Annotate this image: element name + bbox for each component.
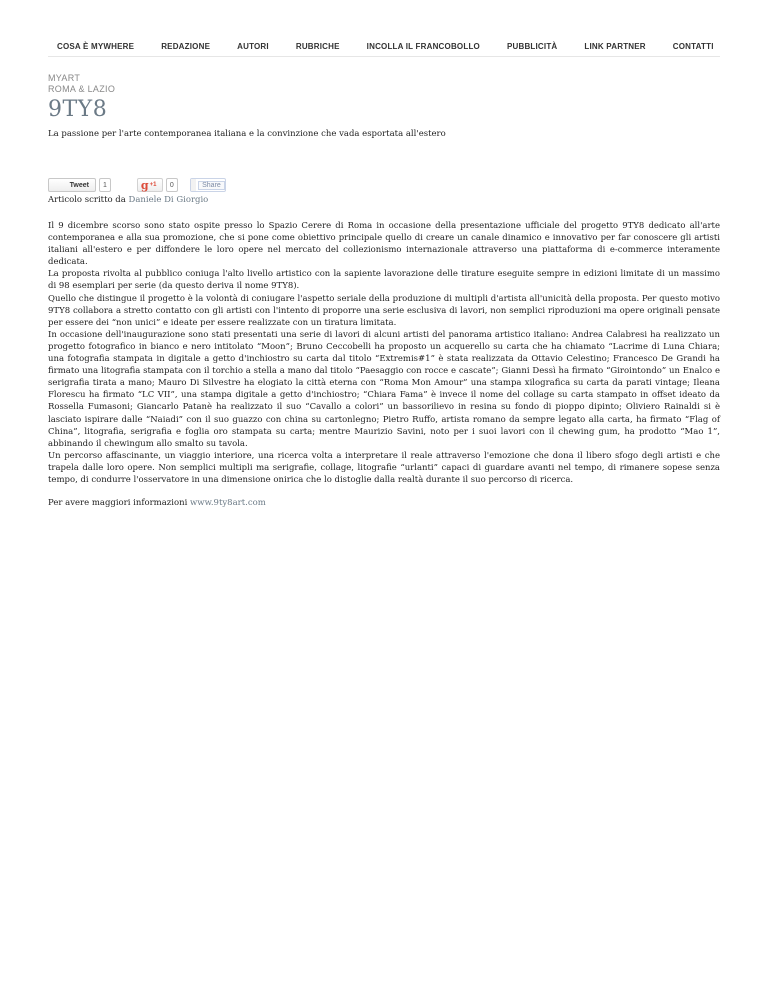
- article-paragraph: La proposta rivolta al pubblico coniuga l'alto livello artistico con la sapiente lavorazione delle tirature eseguite sempre in edizioni limitate di un massimo di 98 esemplari per serie (da questo deriva il nome 9TY8).: [48, 269, 720, 292]
- article-paragraph: In occasione dell'inaugurazione sono stati presentati una serie di lavori di alcuni artisti del panorama artistico italiano: Andrea Calabresi ha realizzato un progetto fotografico in bianco e nero intitolato “Moon”; Bruno Ceccobelli ha proposto un acquerello su carta che ha chiamato “Lacrime di Luna Chiara; una fotografia stampata in digitale a getto d'inchiostro su carta dal titolo “Extremis#1” è stata realizzata da Ottavio Celestino; Francesco De Grandi ha firmato una litografia stampata con il torchio a stella a mano dal titolo “Paesaggio con rocce e cascate”; Gianni Dessì ha firmato “Girointondo” un Enalco e serigrafia tirata a mano; Mauro Di Silvestre ha elogiato la città eterna con “Roma Mon Amour” una stampa xilografica su carta da parati vintage; Ileana Florescu ha firmato “LC VII”, una stampa digitale a getto d'inchiostro; “Chiara Fama” è invece il nome del collage su carta stampato in offset ideato da Rossella Fumasoni; Giancarlo Patanè ha realizzato il suo “Cavallo a colori” un bassorilievo in resina su fondo di pioppo dipinto; Oliviero Rainaldi si è lasciato ispirare dalle “Naiadi” con il suo guazzo con china su cartonlegno; Pietro Ruffo, artista romano da sempre legato alla carta, ha firmato “Flag of China”, litografia, serigrafia e foglia oro stampata su carta; mentre Maurizio Savini, noto per i suoi lavori con il chewing gum, ha prodotto “Mao 1”, abbinando il chewingum allo smalto su tavola.: [48, 329, 720, 449]
- nav-cosa-e-mywhere[interactable]: COSA È MYWHERE: [57, 42, 135, 51]
- nav-rubriche[interactable]: RUBRICHE: [295, 42, 340, 51]
- facebook-icon: [191, 179, 196, 191]
- byline-prefix: Articolo scritto da: [48, 195, 126, 205]
- article-paragraph: Un percorso affascinante, un viaggio interiore, una ricerca volta a interpretare il reale attraverso l'emozione che dona il libero sfogo degli artisti e che trapela dalle loro opere. Non semplici multipli ma serigrafie, collage, litografie “urlanti” capaci di guardare avanti nel tempo, di rimanere sopese senza tempo, di condurre l'osservatore in una dimensione onirica che lo distoglie dalla realtà durante il suo percorso di ricerca.: [48, 450, 720, 485]
- nav-autori[interactable]: AUTORI: [237, 42, 269, 51]
- gplus-button[interactable]: [137, 178, 163, 192]
- nav-pubblicita[interactable]: PUBBLICITÀ: [506, 42, 558, 51]
- breadcrumb-section[interactable]: MYART: [48, 73, 81, 83]
- google-plus-icon: g: [140, 178, 149, 192]
- gplus-count: 0: [166, 178, 178, 192]
- info-prefix: Per avere maggiori informazioni: [48, 498, 188, 508]
- breadcrumb: [48, 73, 115, 95]
- gplus-label: +1: [149, 182, 157, 188]
- article-body: [48, 220, 720, 486]
- social-share-bar: [48, 178, 226, 192]
- author-link[interactable]: Daniele Di Giorgio: [128, 195, 209, 205]
- facebook-share-button[interactable]: [190, 178, 226, 192]
- more-info: [48, 498, 266, 508]
- tweet-count: 1: [99, 178, 111, 192]
- page-subtitle: La passione per l'arte contemporanea italiana e la convinzione che vada esportata all'estero: [48, 129, 446, 139]
- breadcrumb-category[interactable]: ROMA & LAZIO: [48, 84, 116, 94]
- article-paragraph: Il 9 dicembre scorso sono stato ospite presso lo Spazio Cerere di Roma in occasione della presentazione ufficiale del progetto 9TY8 dedicato all'arte contemporanea e alla sua promozione, che si pone come obiettivo principale quello di creare un canale dinamico e innovativo per far conoscere gli artisti italiani all'estero e per diffondere le loro opere nel mercato del collezionismo internazionale attraverso una piattaforma di e-commerce interamente dedicata.: [48, 221, 720, 268]
- byline: [48, 195, 208, 205]
- website-link[interactable]: www.9ty8art.com: [190, 498, 266, 508]
- page-title: 9TY8: [48, 97, 108, 122]
- nav-redazione[interactable]: REDAZIONE: [161, 42, 211, 51]
- tweet-button[interactable]: [48, 178, 96, 192]
- nav-contatti[interactable]: CONTATTI: [672, 42, 714, 51]
- tweet-label: Tweet: [69, 181, 89, 189]
- article-paragraph: Quello che distingue il progetto è la volontà di coniugare l'aspetto seriale della produzione di multipli d'artista all'unicità della proposta. Per questo motivo 9TY8 collabora a stretto contatto con gli artisti con l'intento di proporre una serie esclusiva di lavori, non semplici riproduzioni ma opere originali pensate per essere dei “non unici” e ideate per essere realizzate con un tiratura limitata.: [48, 293, 720, 328]
- share-label: Share: [198, 181, 225, 190]
- nav-link-partner[interactable]: LINK PARTNER: [584, 42, 646, 51]
- top-nav: [48, 38, 720, 57]
- nav-incolla-il-francobollo[interactable]: INCOLLA IL FRANCOBOLLO: [366, 42, 480, 51]
